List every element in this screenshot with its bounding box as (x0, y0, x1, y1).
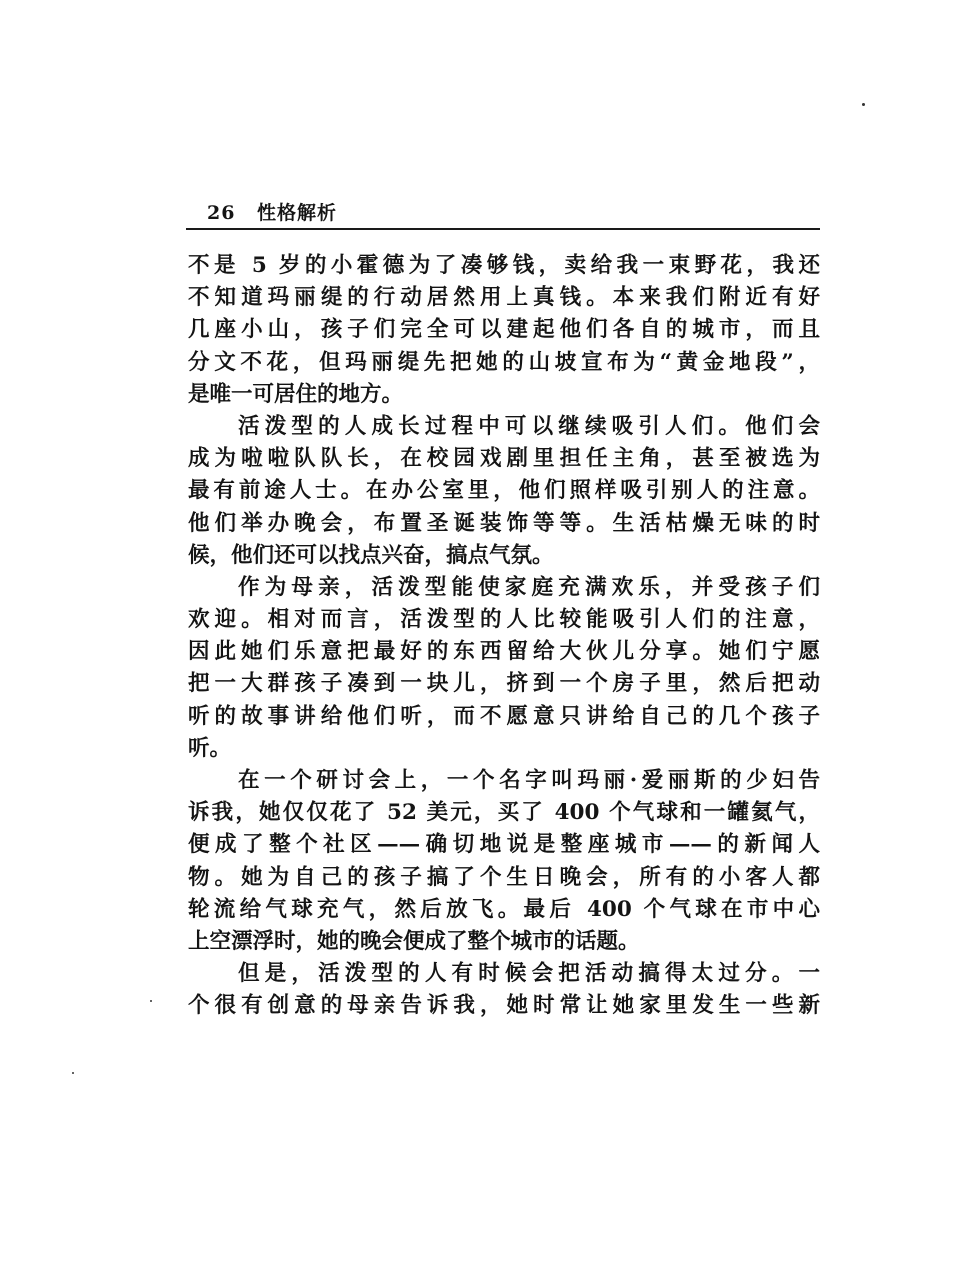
text-line: 几座小山，孩子们完全可以建起他们各自的城市，而且 (188, 317, 820, 343)
text-line: 不是 5 岁的小霍德为了凑够钱，卖给我一束野花，我还 (188, 253, 820, 278)
text-line: 轮流给气球充气，然后放飞。最后 400 个气球在市中心 (188, 896, 820, 922)
text-line: 最有前途人士。在办公室里，他们照样吸引别人的注意。 (188, 478, 820, 504)
text-line: 他们举办晚会，布置圣诞装饰等等。生活枯燥无味的时 (188, 510, 820, 536)
text-line: 是唯一可居住的地方。 (188, 381, 404, 407)
scan-speck (150, 1000, 152, 1002)
text-line: 但是，活泼型的人有时候会把活动搞得太过分。一 (238, 961, 820, 987)
text-line: 听。 (188, 735, 232, 761)
scan-speck (72, 1072, 74, 1074)
text-line: 便成了整个社区——确切地说是整座城市——的新闻人 (188, 832, 820, 858)
text-line: 作为母亲，活泼型能使家庭充满欢乐，并受孩子们 (238, 574, 820, 600)
text-line: 把一大群孩子凑到一块儿，挤到一个房子里，然后把动 (188, 671, 820, 697)
text-line: 在一个研讨会上，一个名字叫玛丽·爱丽斯的少妇告 (238, 768, 820, 793)
running-header (207, 198, 337, 225)
scan-speck (862, 103, 865, 106)
text-line: 物。她为自己的孩子搞了个生日晚会，所有的小客人都 (188, 864, 820, 890)
book-title: 性格解析 (257, 202, 338, 224)
text-line: 欢迎。相对而言，活泼型的人比较能吸引人们的注意， (188, 607, 820, 633)
text-line: 分文不花，但玛丽缇先把她的山坡宣布为“黄金地段”， (188, 349, 820, 375)
text-line: 活泼型的人成长过程中可以继续吸引人们。他们会 (238, 413, 820, 439)
text-line: 上空漂浮时，她的晚会便成了整个城市的话题。 (188, 928, 640, 954)
text-line: 诉我，她仅仅花了 52 美元，买了 400 个气球和一罐氦气， (188, 800, 820, 826)
text-line: 因此她们乐意把最好的东西留给大伙儿分享。她们宁愿 (188, 639, 820, 665)
text-line: 不知道玛丽缇的行动居然用上真钱。本来我们附近有好 (188, 285, 820, 311)
text-line: 候，他们还可以找点兴奋，搞点气氛。 (188, 542, 554, 568)
page-number: 26 (207, 202, 236, 224)
text-line: 成为啦啦队队长，在校园戏剧里担任主角，甚至被选为 (188, 446, 820, 472)
header-rule (186, 228, 820, 230)
body-text (188, 250, 820, 1023)
text-line: 个很有创意的母亲告诉我，她时常让她家里发生一些新 (188, 993, 820, 1019)
text-line: 听的故事讲给他们听，而不愿意只讲给自己的几个孩子 (188, 703, 820, 729)
